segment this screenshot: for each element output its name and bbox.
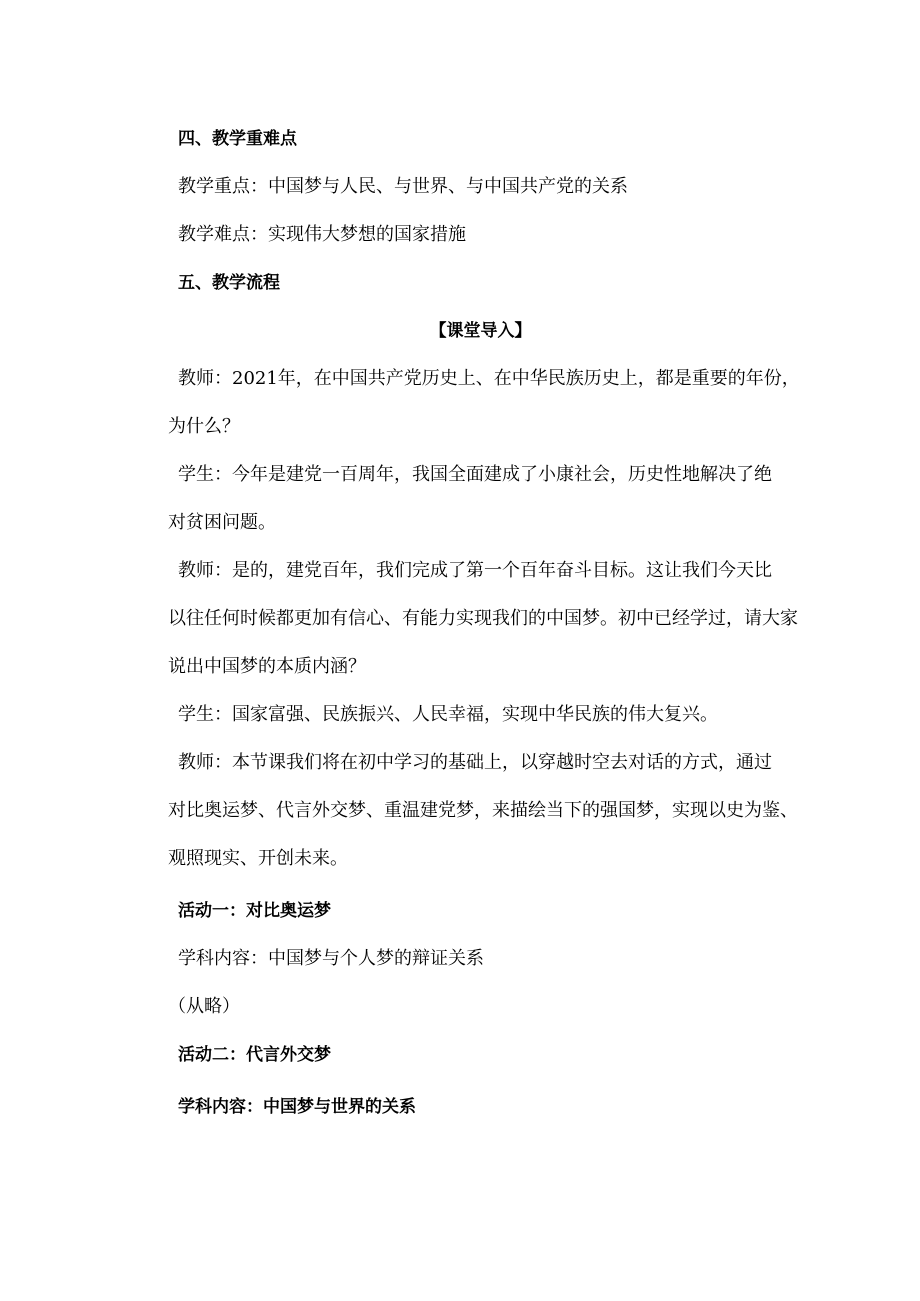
teacher-dialogue-1-line-2: 为什么？	[168, 416, 240, 437]
teacher-dialogue-3-line-1: 教师：本节课我们将在初中学习的基础上，以穿越时空去对话的方式，通过	[178, 752, 772, 773]
activity-2-content: 学科内容：中国梦与世界的关系	[178, 1097, 416, 1117]
intro-title: 【课堂导入】	[429, 321, 532, 341]
section-heading-teaching-process: 五、教学流程	[178, 273, 280, 293]
teacher-dialogue-2-line-2: 以往任何时候都更加有信心、有能力实现我们的中国梦。初中已经学过，请大家	[168, 608, 798, 629]
activity-1-note: （从略）	[168, 996, 240, 1017]
student-dialogue-2-line-1: 学生：国家富强、民族振兴、人民幸福，实现中华民族的伟大复兴。	[178, 704, 718, 725]
activity-2-title: 活动二：代言外交梦	[178, 1045, 331, 1065]
teacher-dialogue-1-line-1: 教师：2021年，在中国共产党历史上、在中华民族历史上，都是重要的年份，	[178, 368, 800, 389]
section-heading-key-points: 四、教学重难点	[178, 129, 297, 149]
student-dialogue-1-line-2: 对贫困问题。	[168, 512, 276, 533]
teacher-dialogue-2-line-3: 说出中国梦的本质内涵？	[168, 656, 366, 677]
activity-1-title: 活动一：对比奥运梦	[178, 901, 331, 921]
teacher-dialogue-2-line-1: 教师：是的，建党百年，我们完成了第一个百年奋斗目标。这让我们今天比	[178, 560, 772, 581]
difficult-point-text: 教学难点：实现伟大梦想的国家措施	[178, 224, 466, 245]
teacher-dialogue-3-line-3: 观照现实、开创未来。	[168, 848, 348, 869]
student-dialogue-1-line-1: 学生：今年是建党一百周年，我国全面建成了小康社会，历史性地解决了绝	[178, 464, 772, 485]
activity-1-content: 学科内容：中国梦与个人梦的辩证关系	[178, 948, 484, 969]
key-point-text: 教学重点：中国梦与人民、与世界、与中国共产党的关系	[178, 176, 628, 197]
teacher-dialogue-3-line-2: 对比奥运梦、代言外交梦、重温建党梦，来描绘当下的强国梦，实现以史为鉴、	[168, 800, 798, 821]
